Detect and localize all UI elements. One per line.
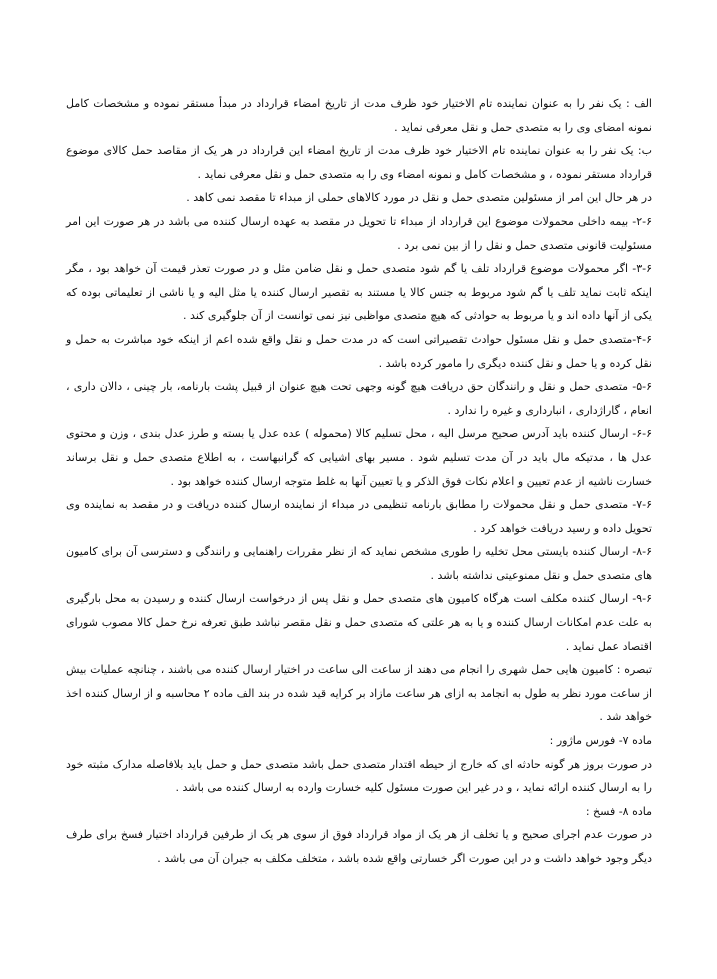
contract-text: [66, 92, 652, 871]
clause-6-2: ۲-۶- بیمه داخلی محمولات موضوع این قرارداد از مبداء تا تحویل در مقصد به عهده ارسال کننده می باشد در هر صورت این امر مسئولیت قانونی متصدی حمل و نقل را از بین نمی برد .: [66, 214, 652, 252]
clause-6-3: ۳-۶- اگر محمولات موضوع قرارداد تلف یا گم شود متصدی حمل و نقل ضامن مثل و در صورت تعذر قیمت آن خواهد بود ، مگر اینکه ثابت نماید تلف یا گم شود مربوط به جنس کالا یا مستند به تقصیر ارسال کننده یا مثل الیه و یا ناشی از تعلیماتی بوده که یکی از آنها داده اند و یا مربوط به حوادثی که هیچ متصدی مواظبی نیز نمی توانست از آن جلوگیری کند .: [66, 262, 652, 323]
article-8-heading: ماده ۸- فسخ :: [585, 804, 652, 818]
article-7-heading: ماده ۷- فورس ماژور :: [549, 734, 652, 748]
clause-6-6: ۶-۶- ارسال کننده باید آدرس صحیح مرسل الیه ، محل تسلیم کالا (محموله ) عده عدل یا بسته و طرز عدل بندی ، وزن و محتوی عدل ها ، مدتیکه مال باید در آن مدت تسلیم شود . مسیر بهای اشیایی که گرانبهاست ، به اطلاع متصدی حمل و نقل برساند خسارت ناشیه از عدم تعیین و اعلام نکات فوق الذکر و یا تعیین آنها به غلط متوجه ارسال کننده خواهد بود .: [66, 427, 652, 488]
paragraph-note-responsibility: در هر حال این امر از مسئولین متصدی حمل و نقل در مورد کالاهای حملی از مبداء تا مقصد نمی کاهد .: [186, 191, 652, 205]
article-8-body: در صورت عدم اجرای صحیح و یا تخلف از هر یک از مواد قرارداد فوق از سوی هر یک از طرفین قرارداد اختیار فسخ برای طرف دیگر وجود خواهد داشت و در این صورت اگر خسارتی واقع شده باشد ، متخلف مکلف به جبران آن می باشد .: [66, 828, 652, 865]
clause-6-9: ۹-۶- ارسال کننده مکلف است هرگاه کامیون های متصدی حمل و نقل پس از درخواست ارسال کننده و رسیدن به محل بارگیری به علت عدم امکانات ارسال کننده و یا به هر علتی که متصدی حمل و نقل مقصر نباشد طبق تعرفه نرخ حمل کالا مصوب شورای اقتصاد عمل نماید .: [66, 592, 652, 653]
clause-6-5: ۵-۶- متصدی حمل و نقل و رانندگان حق دریافت هیچ گونه وجهی تحت هیچ عنوان از قبیل پشت بارنامه، بار چینی ، دالان داری ، انعام ، گاراژداری ، انبارداری و غیره را ندارد .: [66, 380, 652, 417]
article-7-body: در صورت بروز هر گونه حادثه ای که خارج از حیطه اقتدار متصدی حمل باشد متصدی حمل و حمل باید بلافاصله مدارک مثبته خود را به ارسال کننده ارائه نماید ، و در غیر این صورت مسئول کلیه خسارت وارده به ارسال کننده می باشد .: [66, 757, 652, 795]
clause-6-7: ۷-۶- متصدی حمل و نقل محمولات را مطابق بارنامه تنظیمی در مبداء از نماینده ارسال کننده دریافت و در مقصد به نماینده وی تحویل داده و رسید دریافت خواهد کرد .: [66, 498, 652, 535]
tabsareh-note: تبصره : کامیون هایی حمل شهری را انجام می دهند از ساعت الی ساعت در اختیار ارسال کننده می باشند ، چنانچه عملیات بیش از ساعت مورد نظر به طول به انجامد به ازای هر ساعت مازاد بر کرایه قید شده در بند الف ماده ۲ محاسبه و از ارسال کننده اخذ خواهد شد .: [66, 663, 652, 724]
paragraph-alef: الف : یک نفر را به عنوان نماینده تام الاختیار خود ظرف مدت از تاریخ امضاء قرارداد در مبدأ مستقر نموده و مشخصات کامل نمونه امضای وی را به متصدی حمل و نقل معرفی نماید .: [66, 97, 652, 134]
clause-6-4: ۴-۶-متصدی حمل و نقل مسئول حوادث تقصیراتی است که در مدت حمل و نقل واقع شده اعم از اینکه خود مباشرت به حمل و نقل کرده و یا حمل و نقل کننده دیگری را مامور کرده باشد .: [66, 332, 652, 370]
clause-6-8: ۸-۶- ارسال کننده بایستی محل تخلیه را طوری مشخص نماید که از نظر مقررات راهنمایی و رانندگی و دسترسی آن برای کامیون های متصدی حمل و نقل ممنوعیتی نداشته باشد .: [66, 545, 652, 582]
paragraph-be: ب: یک نفر را به عنوان نماینده تام الاختیار خود ظرف مدت از تاریخ امضاء این قرارداد در هر یک از مقاصد حمل کالای موضوع قرارداد مستقر نموده ، و مشخصات کامل و نمونه امضاء وی را به متصدی حمل و نقل معرفی نماید .: [66, 144, 652, 181]
